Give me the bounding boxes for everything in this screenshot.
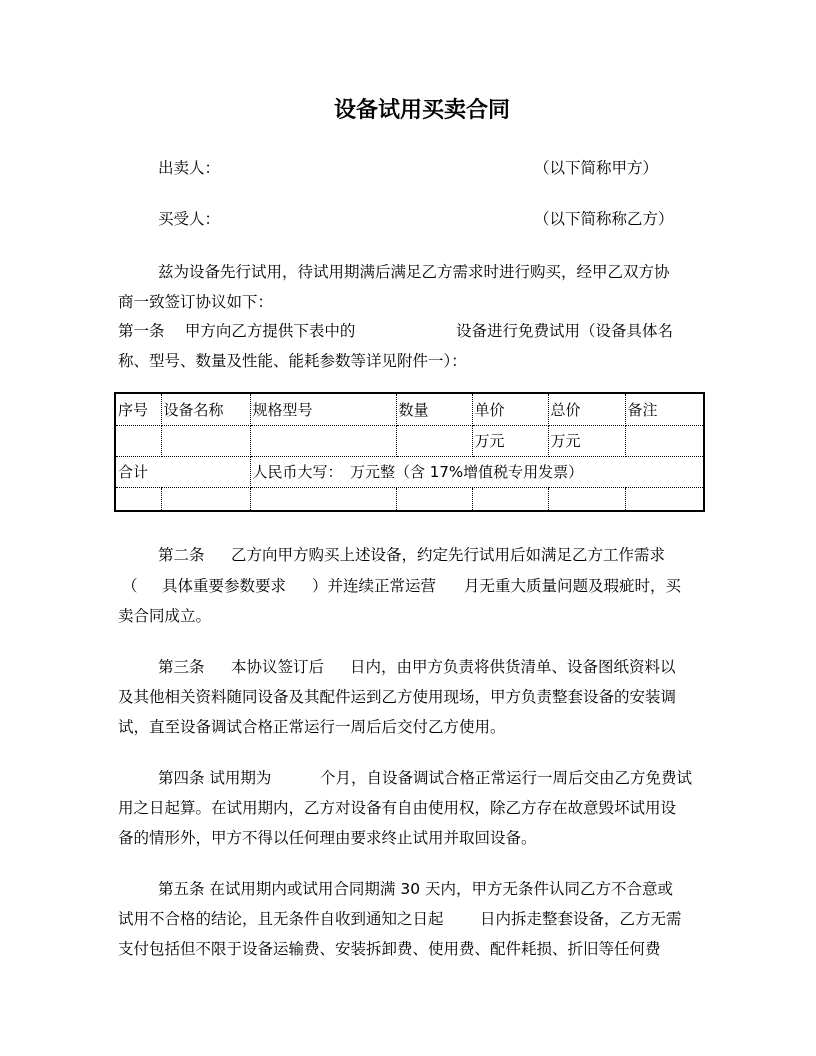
table-cell (625, 488, 704, 512)
table-cell (250, 426, 396, 457)
total-amount-cell: 人民币大写： 万元整（含 17%增值税专用发票） (250, 457, 704, 488)
header-cell-total-price: 总价 (548, 393, 625, 426)
header-cell-name: 设备名称 (161, 393, 250, 426)
unit-price-cell: 万元 (472, 426, 548, 457)
table-row (115, 488, 704, 512)
header-cell-model: 规格型号 (250, 393, 396, 426)
header-cell-unit-price: 单价 (472, 393, 548, 426)
total-label-cell: 合计 (115, 457, 250, 488)
article-2-line-1: 乙方向甲方购买上述设备，约定先行试用后如满足乙方工作需求 (231, 546, 666, 564)
article-2-heading: 第二条 (158, 546, 205, 564)
seller-note: （以下简称甲方） (534, 159, 659, 177)
article-3-signed: 本协议签订后 (231, 658, 325, 676)
table-header-row (115, 393, 704, 426)
table-cell (396, 426, 472, 457)
table-row (115, 426, 704, 457)
article-3-heading: 第三条 (158, 658, 205, 676)
article-1-part-b: 设备进行免费试用（设备具体名 (456, 322, 674, 340)
article-4-line-1: 个月，自设备调试合格正常运行一周后交由乙方免费试 (320, 769, 693, 787)
article-1-part-a: 第一条 甲方向乙方提供下表中的 (118, 322, 356, 340)
article-4-line-2: 用之日起算。在试用期内，乙方对设备有自由使用权，除乙方存在故意毁坏试用设 (118, 799, 677, 817)
equipment-table (114, 392, 705, 512)
table-cell (115, 426, 161, 457)
article-5-line-2b: 日内拆走整套设备，乙方无需 (480, 910, 682, 928)
table-cell (115, 488, 161, 512)
buyer-label: 买受人： (158, 210, 221, 228)
buyer-note: （以下简称称乙方） (534, 210, 674, 228)
article-1-line-2: 称、型号、数量及性能、能耗参数等详见附件一）： (118, 352, 467, 370)
article-3-line-1: 日内，由甲方负责将供货清单、设备图纸资料以 (350, 658, 676, 676)
page-title: 设备试用买卖合同 (334, 97, 511, 123)
table-cell (625, 426, 704, 457)
table-cell (161, 426, 250, 457)
table-cell (161, 488, 250, 512)
seller-label: 出卖人： (158, 159, 221, 177)
article-5-line-3: 支付包括但不限于设备运输费、安装拆卸费、使用费、配件耗损、折旧等任何费 (118, 940, 661, 958)
table-cell (250, 488, 396, 512)
intro-line-1: 兹为设备先行试用，待试用期满后满足乙方需求时进行购买，经甲乙双方协 (158, 263, 670, 281)
table-total-row (115, 457, 704, 488)
article-5-line-2a: 试用不合格的结论，且无条件自收到通知之日起 (118, 910, 444, 928)
article-5-line-1: 第五条 在试用期内或试用合同期满 30 天内，甲方无条件认同乙方不合意或 (158, 880, 674, 898)
table-cell (396, 488, 472, 512)
article-2-months: 月无重大质量问题及瑕疵时，买 (464, 577, 682, 595)
header-cell-index: 序号 (115, 393, 161, 426)
article-2-params: 具体重要参数要求 (162, 577, 287, 595)
article-2-operation: ）并连续正常运营 (312, 577, 437, 595)
intro-line-2: 商一致签订协议如下： (118, 293, 274, 311)
table-cell (472, 488, 548, 512)
total-price-cell: 万元 (548, 426, 625, 457)
article-2-line-3: 卖合同成立。 (118, 607, 212, 625)
article-4-heading: 第四条 试用期为 (158, 769, 272, 787)
article-3-line-2: 及其他相关资料随同设备及其配件运到乙方使用现场，甲方负责整套设备的安装调 (118, 688, 677, 706)
header-cell-quantity: 数量 (396, 393, 472, 426)
article-4-line-3: 备的情形外，甲方不得以任何理由要求终止试用并取回设备。 (118, 829, 537, 847)
table-cell (548, 488, 625, 512)
article-2-bracket-open: （ (122, 577, 138, 595)
article-3-line-3: 试，直至设备调试合格正常运行一周后后交付乙方使用。 (118, 718, 506, 736)
header-cell-remarks: 备注 (625, 393, 704, 426)
